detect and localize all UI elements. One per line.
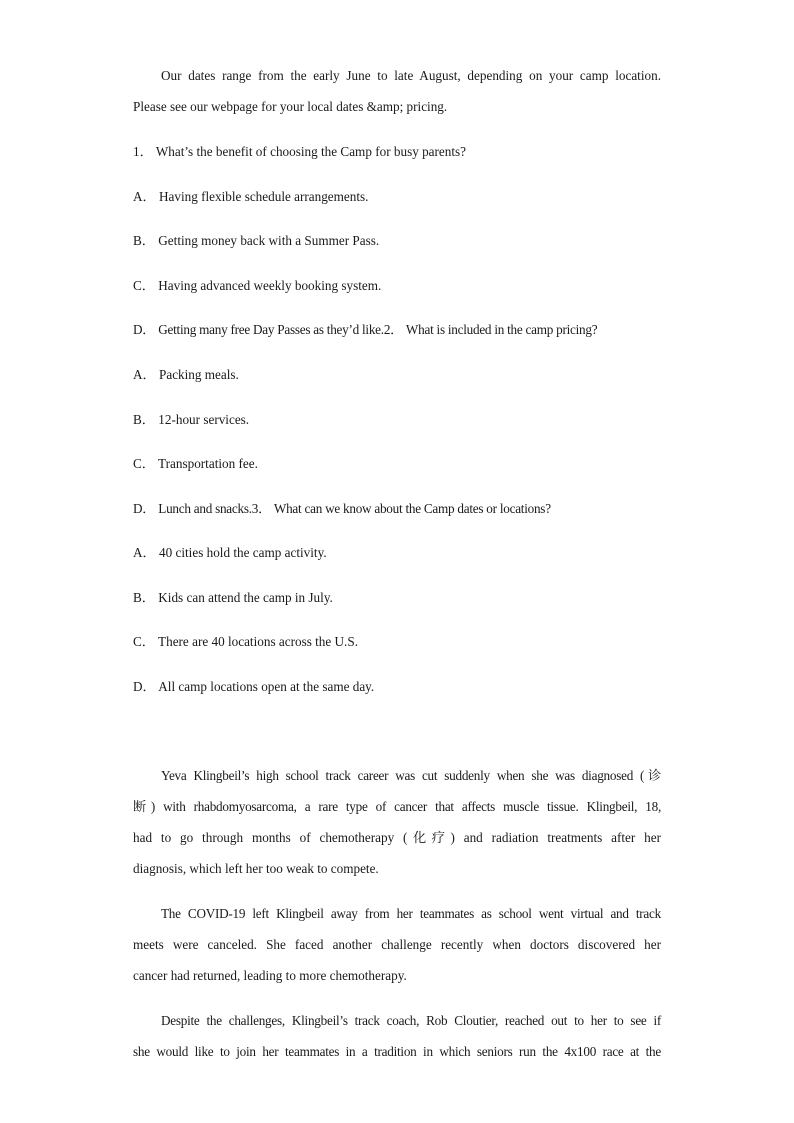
passage2-p3-line-1: Despite the challenges, Klingbeil’s track coach, Rob Cloutier, reached out to her to see if: [161, 1013, 661, 1028]
question-1: 1． What’s the benefit of choosing the Camp for busy parents?: [133, 144, 467, 159]
option-1c: C． Having advanced weekly booking system.: [133, 278, 382, 293]
passage2-p1-line-2: 断) with rhabdomyosarcoma, a rare type of cancer that affects muscle tissue. Klingbeil, 18,: [133, 799, 661, 814]
option-2a: A． Packing meals.: [133, 367, 239, 382]
passage2-p2-line-1: The COVID-19 left Klingbeil away from her teammates as school went virtual and track: [161, 906, 661, 921]
option-3b: B． Kids can attend the camp in July.: [133, 590, 333, 605]
passage2-p2-line-2: meets were canceled. She faced another challenge recently when doctors discovered her: [133, 937, 661, 952]
passage1-line-2: Please see our webpage for your local dates &amp; pricing.: [133, 99, 448, 114]
passage2-p1-line-3: had to go through months of chemotherapy (化疗) and radiation treatments after her: [133, 830, 661, 845]
passage2-p3-line-2: she would like to join her teammates in a tradition in which seniors run the 4x100 race at the: [133, 1044, 661, 1059]
option-3a: A． 40 cities hold the camp activity.: [133, 545, 327, 560]
option-3c: C． There are 40 locations across the U.S.: [133, 634, 358, 649]
option-2b: B． 12-hour services.: [133, 412, 250, 427]
option-2d-question-3: D． Lunch and snacks.3． What can we know about the Camp dates or locations?: [133, 501, 551, 516]
option-1b: B． Getting money back with a Summer Pass.: [133, 233, 380, 248]
passage1-line-1: Our dates range from the early June to late August, depending on your camp location.: [161, 68, 661, 83]
option-1a: A． Having flexible schedule arrangements.: [133, 189, 369, 204]
passage2-p1-line-1: Yeva Klingbeil’s high school track career was cut suddenly when she was diagnosed (诊: [161, 768, 661, 783]
option-1d-question-2: D． Getting many free Day Passes as they’d like.2． What is included in the camp pricing?: [133, 322, 598, 337]
option-3d: D． All camp locations open at the same day.: [133, 679, 375, 694]
passage2-p2-line-3: cancer had returned, leading to more chemotherapy.: [133, 968, 407, 983]
passage2-p1-line-4: diagnosis, which left her too weak to compete.: [133, 861, 379, 876]
option-2c: C． Transportation fee.: [133, 456, 258, 471]
